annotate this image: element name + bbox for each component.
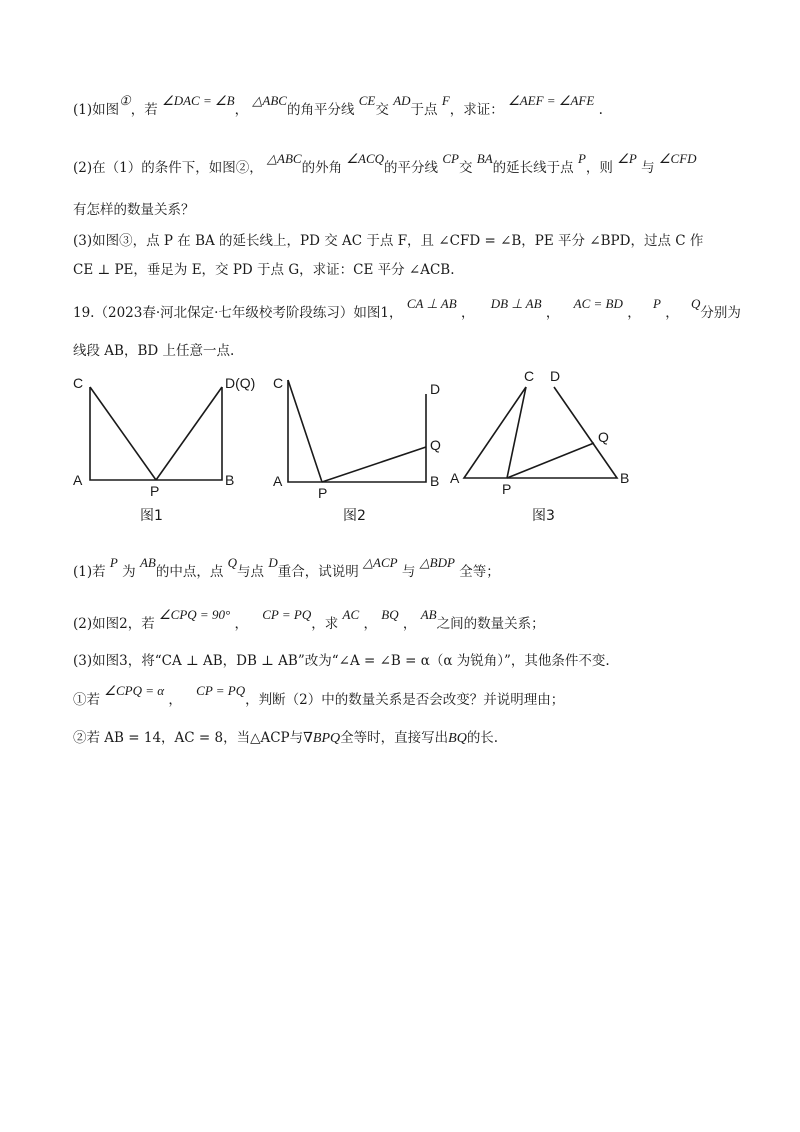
fig3-label-d: D [550, 368, 561, 384]
math-p: P [652, 296, 661, 311]
fig3-label-p: P [502, 481, 512, 497]
math-ab: AB [420, 607, 437, 622]
fig1-label-b: B [225, 472, 235, 488]
text: ， [168, 692, 182, 708]
math-angle: ∠ACQ [346, 151, 385, 166]
fig2-segment-pq [322, 447, 426, 482]
q18-part3-line1: (3)如图③，点 P 在 BA 的延长线上，PD 交 AC 于点 F，且 ∠CFD = ∠B，PE 平分 ∠BPD，过点 C 作 [73, 233, 704, 249]
math-angle-cpq: ∠CPQ = 90° [159, 607, 231, 622]
math-ac: AC [342, 607, 360, 622]
math-q: Q [227, 555, 238, 570]
fig3-label-q: Q [598, 429, 609, 445]
text: 分别为 [700, 305, 741, 321]
text: 为 [122, 564, 136, 580]
math-triangle-bpq: ∇BPQ [303, 731, 341, 746]
text: 交 [375, 102, 389, 118]
math-ab: AB [139, 555, 156, 570]
text: 19. [73, 305, 95, 321]
q19-heading-line2: 线段 AB，BD 上任意一点. [73, 343, 235, 359]
math-angle-cfd: ∠CFD [658, 151, 697, 166]
text: 的平分线 [384, 160, 439, 176]
math-angle-cpq-alpha: ∠CPQ = α [104, 683, 165, 698]
q18-part2 [73, 151, 697, 178]
q19-part3: (3)如图3，将“CA ⊥ AB，DB ⊥ AB”改为“∠A = ∠B = α（α 为锐角）”，其他条件不变. [73, 653, 610, 669]
fig1-label-d: D(Q) [225, 375, 256, 391]
q18-part2-tail: 有怎样的数量关系？ [73, 202, 195, 218]
fig2-outline [288, 380, 426, 482]
math-cp: CP [442, 151, 459, 166]
text: ， [627, 305, 641, 321]
text: (2)在（1）的条件下，如图②， [73, 160, 263, 176]
fig1-label-p: P [150, 483, 160, 499]
fig3-label-b: B [620, 470, 630, 486]
math-conclusion: ∠AEF = ∠AFE [508, 93, 595, 108]
text: ，判断（2）中的数量关系是否会改变？并说明理由； [245, 692, 565, 708]
text: ， [402, 616, 417, 632]
text: ， [234, 102, 249, 118]
math-ac-eq-bd: AC = BD [573, 296, 623, 311]
math-cp-eq-pq: CP = PQ [196, 683, 246, 698]
math-d: D [268, 555, 278, 570]
math-triangle-bdp: △BDP [419, 555, 455, 570]
fig1-segment-cp [90, 387, 156, 480]
text: ②若 AB = 14，AC = 8，当△ACP与 [73, 730, 304, 746]
figure-2 [270, 372, 450, 501]
fig1-segment-pd [156, 387, 222, 480]
math-q: Q [691, 296, 701, 311]
math-ba: BA [476, 151, 493, 166]
math-triangle: △ABC [267, 151, 302, 166]
fig3-segment-pq [507, 443, 594, 478]
q18-part3-line2: CE ⊥ PE，垂足为 E，交 PD 于点 G，求证：CE 平分 ∠ACB. [73, 262, 455, 278]
math-condition: ∠DAC = ∠B [162, 93, 235, 108]
math-triangle-acp: △ACP [363, 555, 398, 570]
fig2-label-c: C [273, 375, 284, 391]
text: 全等； [459, 564, 500, 580]
text: (1)若 [73, 564, 106, 580]
fig2-label-q: Q [430, 437, 441, 453]
figure-1 [70, 372, 256, 499]
fig3-caption: 图3 [532, 508, 555, 524]
text: （2023春·河北保定·七年级校考阶段练习）如图1， [94, 305, 403, 321]
math-bq: BQ [381, 607, 399, 622]
text: 与 [401, 564, 416, 580]
text: (2)如图2，若 [73, 616, 155, 632]
math-p: P [109, 555, 118, 570]
text: 之间的数量关系； [436, 616, 545, 632]
fig2-segment-cp [288, 380, 322, 482]
fig1-caption: 图1 [140, 508, 163, 524]
math-ad: AD [393, 93, 411, 108]
text: ， [363, 616, 377, 632]
fig1-label-c: C [73, 375, 84, 391]
text: 的外角 [301, 160, 343, 176]
fig3-label-a: A [450, 470, 460, 486]
fig2-caption: 图2 [343, 508, 366, 524]
q19-part1 [73, 555, 500, 582]
text: 交 [458, 160, 473, 176]
text: . [598, 102, 603, 118]
fig1-label-a: A [73, 472, 83, 488]
q18-p1-prefix: (1)如图 [73, 102, 120, 118]
math-p: P [577, 151, 586, 166]
text: ，则 [585, 160, 613, 176]
text: ，若 [130, 102, 158, 118]
fig2-label-b: B [430, 473, 440, 489]
text: 全等时，直接写出 [340, 730, 449, 746]
text: 与 [641, 160, 655, 176]
text: ， [234, 616, 248, 632]
math-cp-eq-pq: CP = PQ [262, 607, 312, 622]
text: ， [460, 305, 475, 321]
text: 的中点，点 [155, 564, 224, 580]
math-db-perp-ab: DB ⊥ AB [490, 296, 542, 311]
text: ， [665, 305, 679, 321]
text: 于点 [410, 102, 438, 118]
fig2-label-a: A [273, 473, 283, 489]
fig3-label-c: C [524, 368, 535, 384]
fig2-label-d: D [430, 381, 441, 397]
text: 重合，试说明 [277, 564, 359, 580]
text: 的角平分线 [286, 102, 355, 118]
fig1-outline [90, 387, 222, 480]
q19-part3a [73, 683, 565, 710]
math-ce: CE [358, 93, 376, 108]
fig2-label-p: P [318, 485, 328, 501]
text: ①若 [73, 692, 100, 708]
q19-heading [73, 296, 741, 323]
text: ，求证： [449, 102, 504, 118]
q19-part2 [73, 607, 545, 634]
math-angle-p: ∠P [617, 151, 637, 166]
text: 的延长线于点 [492, 160, 574, 176]
math-f: F [441, 93, 450, 108]
q19-part3b [73, 728, 498, 749]
text: 与点 [237, 564, 265, 580]
math-triangle: △ABC [252, 93, 287, 108]
circled-one: ① [119, 93, 131, 108]
q18-part1 [73, 93, 603, 120]
text: ，求 [311, 616, 339, 632]
math-bq: BQ [448, 731, 467, 746]
text: 的长. [466, 730, 499, 746]
figure-3 [450, 365, 640, 497]
math-ca-perp-ab: CA ⊥ AB [406, 296, 457, 311]
text: ， [545, 305, 560, 321]
